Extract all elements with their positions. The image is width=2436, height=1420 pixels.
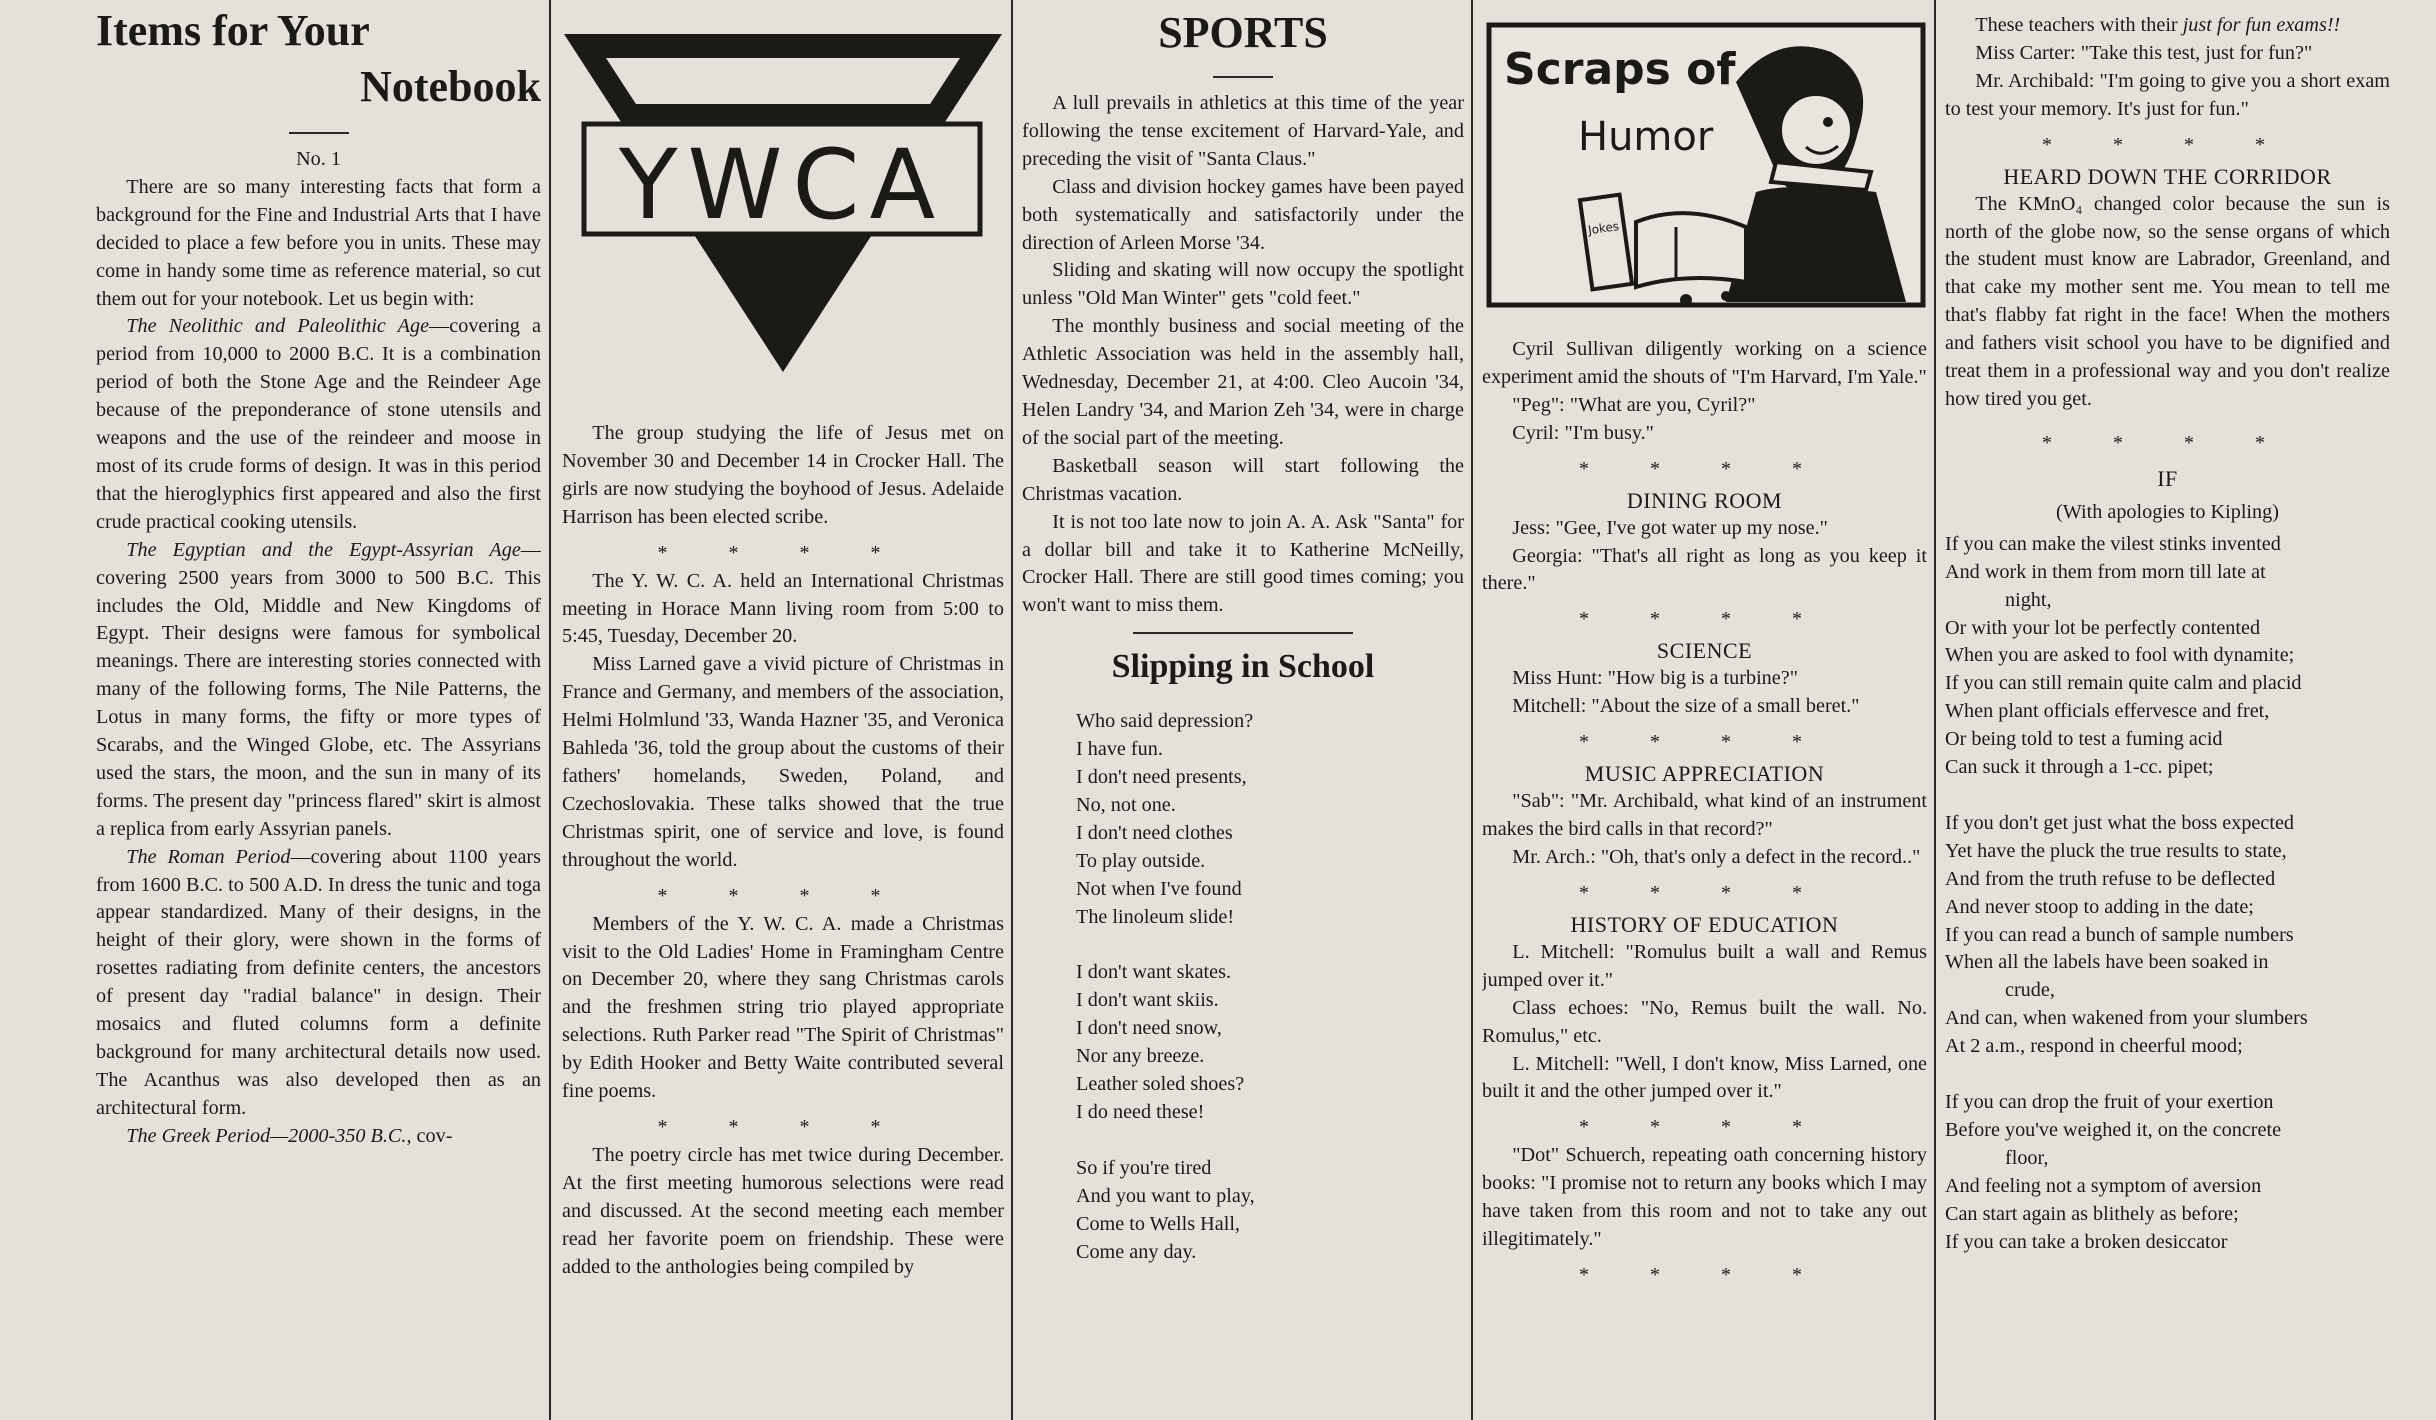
ywca-paragraph: The Y. W. C. A. held an International Christmas meeting in Horace Mann living room from 5:00 to 5:45, Tuesday, December 20. <box>562 569 1004 648</box>
poem-line: I don't need clothes <box>1076 821 1233 844</box>
notebook-paragraph: The Egyptian and the Egypt-Assyrian Age—covering 2500 years from 3000 to 500 B.C. This includes the Old, Middle and New Kingdoms of Egypt. Their designs were famous for symbolical meanings. There are interesting stories connected with many of the following forms, The Nile Patterns, the Lotus in many forms, the fifty or more types of Scarabs, and the Winged Globe, etc. The Assyrians used the stars, the moon, and the sun in many of its forms. The present day "princess flared" skirt is almost a replica from early Assyrian panels. <box>96 538 541 840</box>
poem-title: Slipping in School <box>1111 648 1375 686</box>
stanza-break <box>1076 1127 1464 1155</box>
column-rule <box>1934 0 1936 1420</box>
poem-line: And never stoop to adding in the date; <box>1945 895 2254 918</box>
period-title: The Roman Period <box>126 845 291 868</box>
poem-line: So if you're tired <box>1076 1156 1212 1179</box>
separator-stars: * * * * <box>657 1115 909 1138</box>
separator-stars: * * * * <box>1579 457 1830 480</box>
separator-stars: * * * * <box>1579 1116 1830 1139</box>
poem-line: When you are asked to fool with dynamite; <box>1945 644 2295 667</box>
separator-stars: * * * * <box>657 541 909 564</box>
notebook-paragraph: The Neolithic and Paleolithic Age—covering a period from 10,000 to 2000 B.C. It is a combination period of both the Stone Age and the Reindeer Age because of the preponderance of stone utensils and weapons and the use of the reindeer and moose in most of its crude forms of design. It was in this period that the hieroglyphics first appeared and also the first crude practical cooking utensils. <box>96 315 541 533</box>
poem-line: If you can still remain quite calm and placid <box>1945 672 2302 695</box>
poem-slipping <box>1076 708 1464 1266</box>
period-title: The Neolithic and Paleolithic Age <box>126 315 430 338</box>
humor-paragraph: Mitchell: "About the size of a small beret." <box>1512 695 1860 718</box>
notebook-paragraph: The Greek Period—2000-350 B.C., cov- <box>126 1124 453 1147</box>
heard-down-corridor-heading: HEARD DOWN THE CORRIDOR <box>2003 163 2332 189</box>
humor-paragraph: L. Mitchell: "Romulus built a wall and Remus jumped over it." <box>1482 940 1927 991</box>
column-rule <box>549 0 551 1420</box>
poem-line: And you want to play, <box>1076 1184 1255 1207</box>
cartoon-title-2: Humor <box>1578 114 1714 160</box>
poem-if <box>1945 531 2390 1257</box>
poem-line: To play outside. <box>1076 849 1206 872</box>
poem-line: Yet have the pluck the true results to state, <box>1945 839 2287 862</box>
humor-paragraph: "Dot" Schuerch, repeating oath concerning history books: "I promise not to return any books which I may have taken from this room and not to take any out illegitimately." <box>1482 1144 1927 1251</box>
poem-line: If you can read a bunch of sample numbers <box>1945 923 2294 946</box>
humor-paragraph: Mr. Arch.: "Oh, that's only a defect in the record.." <box>1512 845 1921 868</box>
separator-stars: * * * * <box>1579 881 1830 904</box>
separator-stars: * * * * <box>1579 608 1830 631</box>
ywca-paragraph: Members of the Y. W. C. A. made a Christmas visit to the Old Ladies' Home in Framingham Centre on December 20, where they sang Christmas carols and the freshmen string trio played appropriate selections. Ruth Parker read "The Spirit of Christmas" by Edith Hooker and Betty Waite contributed several fine poems. <box>562 912 1004 1103</box>
if-subtitle: (With apologies to Kipling) <box>2056 500 2279 523</box>
ywca-paragraph: The poetry circle has met twice during December. At the first meeting humorous selections were read and discussed. At the second meeting each member read her favorite poem on friendship. These were added to the anthologies being compiled by <box>562 1143 1004 1278</box>
poem-line: If you can take a broken desiccator <box>1945 1230 2228 1253</box>
corridor-paragraph: The KMnO₄ changed color because the sun is north of the globe now, so the sense organs of which the student must know are Labrador, Greenland, and that cake my mother sent me. You mean to tell me that's flabby fat right in the face! When the mothers and fathers visit school you have to be dignified and treat them in a professional way and you don't realize how tired you get. <box>1945 192 2390 410</box>
sports-paragraph: Basketball season will start following the Christmas vacation. <box>1022 454 1464 505</box>
poem-line: If you don't get just what the boss expected <box>1945 811 2294 834</box>
poem-line: No, not one. <box>1076 793 1176 816</box>
poem-line: If you can drop the fruit of your exertion <box>1945 1091 2274 1114</box>
poem-line: Leather soled shoes? <box>1076 1073 1245 1096</box>
humor-paragraph: "Peg": "What are you, Cyril?" <box>1512 393 1756 416</box>
corridor-paragraph: Miss Carter: "Take this test, just for fun?" <box>1975 41 2313 64</box>
title-divider <box>289 132 349 134</box>
poem-line: And from the truth refuse to be deflected <box>1945 867 2276 890</box>
corridor-paragraph: These teachers with their just for fun exams!! <box>1975 14 2341 36</box>
separator-stars: * * * * <box>2042 133 2293 156</box>
poem-line: night, <box>2005 588 2052 611</box>
ywca-paragraph: Miss Larned gave a vivid picture of Christmas in France and Germany, and members of the association, Helmi Holmlund '33, Wanda Hazner '35, and Veronica Bahleda '36, told the group about the customs of their fathers' homelands, Sweden, Poland, and Czechoslovakia. These talks showed that the true Christmas spirit, one of service and love, is found throughout the world. <box>562 653 1004 871</box>
ywca-logo-text: YWCA <box>618 129 946 241</box>
poem-line: I don't want skiis. <box>1076 989 1219 1012</box>
stanza-break <box>1945 782 2390 810</box>
poem-line: floor, <box>2005 1146 2049 1169</box>
poem-line: I do need these! <box>1076 1101 1205 1123</box>
dining-room-heading: DINING ROOM <box>1626 487 1783 513</box>
humor-paragraph: L. Mitchell: "Well, I don't know, Miss Larned, one built it and the other jumped over it." <box>1482 1052 1927 1103</box>
poem-line: At 2 a.m., respond in cheerful mood; <box>1945 1035 2243 1058</box>
poem-line: Come any day. <box>1076 1240 1197 1263</box>
humor-paragraph: Cyril: "I'm busy." <box>1512 421 1654 444</box>
poem-line: Not when I've found <box>1076 877 1242 900</box>
humor-paragraph: Cyril Sullivan diligently working on a science experiment amid the shouts of "I'm Harvard, I'm Yale." <box>1482 338 1927 388</box>
poem-line: I don't need snow, <box>1076 1017 1222 1040</box>
notebook-title-line2: Notebook <box>360 62 541 111</box>
humor-paragraph: Georgia: "That's all right as long as you keep it there." <box>1482 544 1927 595</box>
column-sports <box>1022 0 1464 1420</box>
stanza-break <box>1076 931 1464 959</box>
poem-line: Or with your lot be perfectly contented <box>1945 616 2261 639</box>
poem-line: I have fun. <box>1076 738 1163 761</box>
poem-line: And work in them from morn till late at <box>1945 560 2266 583</box>
poem-line: If you can make the vilest stinks invented <box>1945 532 2281 555</box>
sports-paragraph: It is not too late now to join A. A. Ask "Santa" for a dollar bill and take it to Katherine McNeilly, Crocker Hall. There are still good times coming; you won't want to miss them. <box>1022 510 1464 617</box>
humor-paragraph: Miss Hunt: "How big is a turbine?" <box>1512 667 1798 690</box>
cartoon-book-label: Jokes <box>1587 219 1620 238</box>
sports-paragraph: The monthly business and social meeting of the Athletic Association was held in the assembly hall, Wednesday, December 21, at 4:00. Cleo Aucoin '34, Helen Landry '34, and Marion Zeh '34, were in charge of the social part of the meeting. <box>1022 315 1464 449</box>
poem-line: I don't need presents, <box>1076 766 1247 789</box>
column-rule <box>1011 0 1013 1420</box>
column-humor <box>1482 0 1927 1420</box>
corridor-paragraph: Mr. Archibald: "I'm going to give you a short exam to test your memory. It's just for fun." <box>1945 69 2390 120</box>
poem-line: When plant officials effervesce and fret, <box>1945 700 2270 723</box>
humor-cartoon <box>1486 22 1926 312</box>
poem-line: Can start again as blithely as before; <box>1945 1202 2239 1225</box>
column-if <box>1945 0 2390 1420</box>
poem-line: Before you've weighed it, on the concrete <box>1945 1119 2282 1141</box>
sports-paragraph: A lull prevails in athletics at this time of the year following the tense excitement of Harvard-Yale, and preceding the visit of "Santa Claus." <box>1022 92 1464 170</box>
separator-stars: * * * * <box>1579 731 1830 754</box>
section-divider <box>1133 632 1353 634</box>
poem-line: Or being told to test a fuming acid <box>1945 728 2223 751</box>
sports-paragraph: Class and division hockey games have been payed both systematically and satisfactorily under the direction of Arleen Morse '34. <box>1022 175 1464 254</box>
poem-line: And feeling not a symptom of aversion <box>1945 1174 2262 1197</box>
music-appreciation-heading: MUSIC APPRECIATION <box>1584 761 1825 787</box>
period-title: The Egyptian and the Egypt-Assyrian Age <box>126 538 521 561</box>
humor-paragraph: "Sab": "Mr. Archibald, what kind of an instrument makes the bird calls in that record?" <box>1482 790 1927 841</box>
poem-line: Nor any breeze. <box>1076 1045 1205 1068</box>
science-heading: SCIENCE <box>1656 638 1753 664</box>
poem-line: Who said depression? <box>1076 710 1254 733</box>
poem-line: Can suck it through a 1-cc. pipet; <box>1945 756 2214 779</box>
period-title: The Greek Period—2000-350 B.C. <box>126 1124 407 1147</box>
separator-stars: * * * * <box>657 884 909 907</box>
humor-paragraph: Class echoes: "No, Remus built the wall. No. Romulus," etc. <box>1482 996 1927 1047</box>
sports-paragraph: Sliding and skating will now occupy the spotlight unless "Old Man Winter" gets "cold feet." <box>1022 259 1464 310</box>
ywca-logo <box>562 0 1004 400</box>
sports-title: SPORTS <box>1158 8 1328 57</box>
poem-line: The linoleum slide! <box>1076 905 1235 928</box>
ywca-paragraph: The group studying the life of Jesus met on November 30 and December 14 in Crocker Hall. The girls are now studying the boyhood of Jesus. Adelaide Harrison has been elected scribe. <box>562 422 1004 528</box>
notebook-paragraph: The Roman Period—covering about 1100 years from 1600 B.C. to 500 A.D. In dress the tunic and toga appear standardized. Many of their designs, in the height of their glory, were shown in the forms of rosettes radiating from definite centers, the ancestors of present day "radial balance" in design. Their mosaics and fluted columns form a definite background for many architectural details now used. The Acanthus was also developed then as an architectural form. <box>96 845 541 1119</box>
stanza-break <box>1945 1061 2390 1089</box>
humor-paragraph: Jess: "Gee, I've got water up my nose." <box>1512 516 1828 539</box>
notebook-intro: There are so many interesting facts that form a background for the Fine and Industrial Arts that I have decided to place a few before you in units. These may come in handy some time as reference material, so cut them out for your notebook. Let us begin with: <box>96 175 541 310</box>
column-notebook <box>96 0 541 1420</box>
column-rule <box>1471 0 1473 1420</box>
poem-line: When all the labels have been soaked in <box>1945 951 2269 974</box>
poem-line: And can, when wakened from your slumbers <box>1945 1007 2308 1030</box>
poem-line: Come to Wells Hall, <box>1076 1212 1240 1235</box>
if-heading: IF <box>2157 465 2178 491</box>
cartoon-title-1: Scraps of <box>1504 44 1736 95</box>
article-number: No. 1 <box>296 148 341 170</box>
separator-stars: * * * * <box>2042 431 2293 454</box>
title-divider <box>1213 76 1273 78</box>
separator-stars: * * * * <box>1579 1263 1830 1286</box>
history-of-education-heading: HISTORY OF EDUCATION <box>1570 911 1839 937</box>
poem-line: crude, <box>2005 979 2055 1002</box>
notebook-title-line1: Items for Your <box>96 6 370 55</box>
column-ywca <box>562 0 1004 1420</box>
poem-line: I don't want skates. <box>1076 961 1232 984</box>
